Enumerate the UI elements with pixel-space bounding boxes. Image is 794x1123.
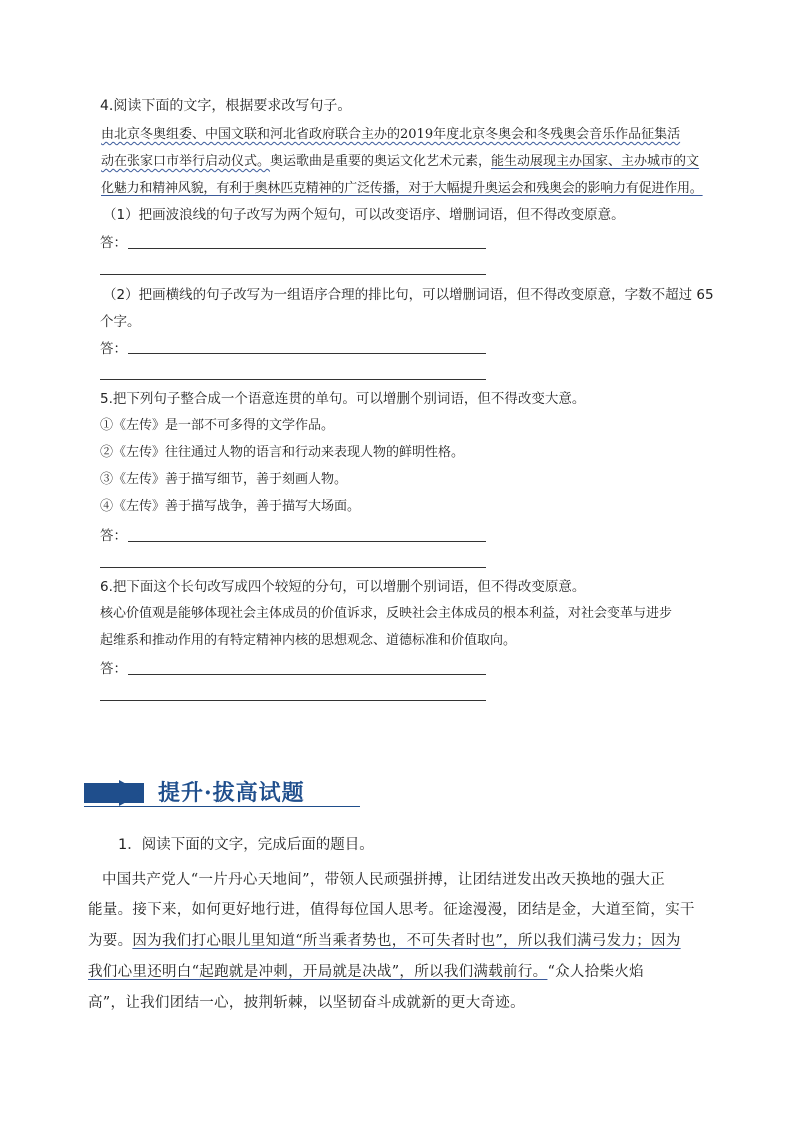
q4-sub-question-1: （1）把画波浪线的句子改写为两个短句，可以改变语序、增删词语，但不得改变原意。 — [103, 207, 625, 223]
s1-passage-line-2: 能量。接下来，如何更好地行进，值得每位国人思考。征途漫漫，团结是金，大道至简，实干 — [88, 902, 695, 918]
answer-line[interactable] — [128, 541, 486, 542]
plain-text: 为要。 — [88, 933, 133, 949]
underlined-sentence: 因为我们打心眼儿里知道“所当乘者势也，不可失者时也”，所以我们满弓发力；因为 — [132, 933, 681, 949]
q4-passage-line-2 — [101, 153, 699, 171]
answer-label: 答： — [100, 528, 127, 544]
q4-passage-line-1 — [101, 126, 680, 144]
answer-label: 答： — [100, 341, 127, 357]
q5-item-2: ②《左传》往往通过人物的语言和行动来表现人物的鲜明性格。 — [100, 445, 465, 460]
q5-item-4: ④《左传》善于描写战争，善于描写大场面。 — [100, 499, 361, 514]
answer-line[interactable] — [100, 700, 486, 701]
plain-text: “众人拾柴火焰 — [547, 964, 644, 980]
q5-title: 5.把下列句子整合成一个语意连贯的单句。可以增删个别词语，但不得改变大意。 — [100, 391, 586, 407]
s1-passage-line-4 — [88, 960, 644, 981]
q5-item-3: ③《左传》善于描写细节，善于刻画人物。 — [100, 472, 348, 487]
q4-sub-question-2-line-1: （2）把画横线的句子改写为一组语序合理的排比句，可以增删词语，但不得改变原意，字数不超过 65 — [103, 287, 714, 303]
answer-line[interactable] — [100, 379, 486, 380]
q6-passage-line-1: 核心价值观是能够体现社会主体成员的价值诉求，反映社会主体成员的根本利益，对社会变革与进步 — [100, 606, 673, 621]
answer-line[interactable] — [100, 567, 486, 568]
q4-title: 4.阅读下面的文字，根据要求改写句子。 — [100, 98, 352, 114]
wavy-underlined-sentence-end: 动在张家口市举行启动仪式。 — [101, 154, 271, 169]
answer-line[interactable] — [128, 674, 486, 675]
s1-passage-line-5: 高”，让我们团结一心，披荆斩棘，以坚韧奋斗成就新的更大奇迹。 — [88, 995, 525, 1011]
section-heading-arrow-icon — [119, 780, 143, 806]
q4-sub-question-2-line-2: 个字。 — [100, 314, 141, 330]
q4-passage-line-3 — [101, 180, 703, 198]
q6-passage-line-2: 起维系和推动作用的有特定精神内核的思想观念、道德标准和价值取向。 — [100, 633, 517, 648]
s1-title: 1．阅读下面的文字，完成后面的题目。 — [118, 837, 374, 853]
q6-title: 6.把下面这个长句改写成四个较短的分句，可以增删个别词语，但不得改变原意。 — [100, 579, 586, 595]
s1-passage-line-3 — [88, 929, 681, 950]
section-heading-underline — [84, 806, 360, 807]
underlined-sentence-end: 我们心里还明白“起跑就是冲刺，开局就是决战”，所以我们满载前行。 — [88, 964, 548, 980]
section-heading: 提升·拔高试题 — [158, 780, 305, 806]
lined-sentence-start: 能生动展现主办国家、主办城市的文 — [491, 154, 700, 169]
answer-line[interactable] — [128, 248, 486, 249]
answer-line[interactable] — [128, 353, 486, 354]
answer-label: 答： — [100, 235, 127, 251]
answer-line[interactable] — [100, 274, 486, 275]
answer-label: 答： — [100, 661, 127, 677]
wavy-underlined-sentence: 由北京冬奥组委、中国文联和河北省政府联合主办的2019年度北京冬奥会和冬残奥会音乐作品征集活 — [101, 127, 681, 142]
q5-item-1: ①《左传》是一部不可多得的文学作品。 — [100, 418, 335, 433]
s1-passage-line-1: 中国共产党人“一片丹心天地间”，带领人民顽强拼搏，让团结迸发出改天换地的强大正 — [102, 872, 666, 888]
lined-sentence-end: 化魅力和精神风貌，有利于奥林匹克精神的广泛传播，对于大幅提升奥运会和残奥会的影响力有促进作用。 — [101, 181, 703, 196]
plain-text: 奥运歌曲是重要的奥运文化艺术元素， — [270, 154, 492, 169]
